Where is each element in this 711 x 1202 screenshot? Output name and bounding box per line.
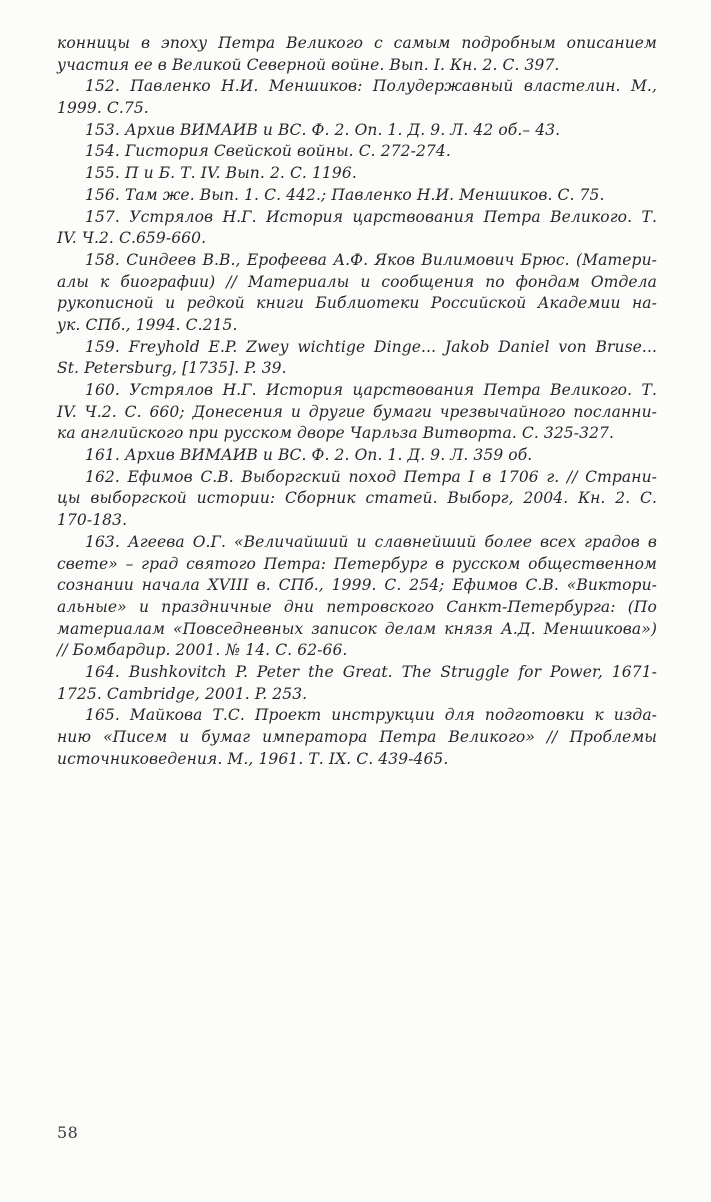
text-line: алы к биографии) // Материалы и сообщения по фондам Отдела xyxy=(57,272,657,291)
reference-entry xyxy=(57,532,657,662)
text-line: 164. Bushkovitch P. Peter the Great. The Struggle for Power, 1671- xyxy=(85,662,657,681)
text-line: 157. Устрялов Н.Г. История царствования Петра Великого. Т. xyxy=(85,207,657,226)
text-line: 154. Гистория Свейской войны. С. 272-274. xyxy=(85,142,451,161)
text-line: рукописной и редкой книги Библиотеки Российской Академии на- xyxy=(57,294,657,313)
text-line: 162. Ефимов С.В. Выборгский поход Петра I в 1706 г. // Страни- xyxy=(85,467,657,486)
text-line: цы выборгской истории: Сборник статей. Выборг, 2004. Кн. 2. С. xyxy=(57,489,657,508)
text-line: 1725. Cambridge, 2001. P. 253. xyxy=(57,684,308,703)
reference-entry xyxy=(57,163,657,185)
text-line: 160. Устрялов Н.Г. История царствования Петра Великого. Т. xyxy=(85,381,657,399)
reference-entry xyxy=(57,250,657,337)
text-line: источниковедения. М., 1961. Т. IX. С. 439-465. xyxy=(57,749,449,768)
text-line: 152. Павленко Н.И. Меншиков: Полудержавный властелин. М., xyxy=(85,77,657,96)
text-line: свете» – град святого Петра: Петербург в русском общественном xyxy=(57,554,657,573)
text-line: 158. Синдеев В.В., Ерофеева А.Ф. Яков Вилимович Брюс. (Матери- xyxy=(85,250,657,269)
text-line: нию «Писем и бумаг императора Петра Великого» // Проблемы xyxy=(57,728,657,746)
text-line: 161. Архив ВИМАИВ и ВС. Ф. 2. Оп. 1. Д. 9. Л. 359 об. xyxy=(85,446,533,465)
text-line: 170-183. xyxy=(57,511,128,530)
text-line: 153. Архив ВИМАИВ и ВС. Ф. 2. Оп. 1. Д. 9. Л. 42 об.– 43. xyxy=(85,120,561,139)
text-line: St. Petersburg, [1735]. P. 39. xyxy=(57,359,287,378)
reference-entry xyxy=(57,185,657,207)
page-number: 58 xyxy=(57,1123,79,1142)
text-line: альные» и праздничные дни петровского Санкт-Петербурга: (По xyxy=(57,597,657,616)
reference-entry xyxy=(57,337,657,380)
text-line: 1999. С.75. xyxy=(57,99,149,118)
reference-entry xyxy=(57,705,657,770)
reference-entry xyxy=(57,467,657,532)
reference-entry xyxy=(57,380,657,445)
text-line: конницы в эпоху Петра Великого с самым подробным описанием xyxy=(57,34,657,52)
text-line: ка английского при русском дворе Чарльза Витворта. С. 325-327. xyxy=(57,424,615,443)
reference-entry xyxy=(57,662,657,705)
text-line: ук. СПб., 1994. С.215. xyxy=(57,315,238,334)
text-line: IV. Ч.2. С.659-660. xyxy=(57,229,207,248)
reference-entry xyxy=(57,76,657,119)
text-line: материалам «Повседневных записок делам князя А.Д. Меншикова») xyxy=(57,619,657,638)
text-line: 155. П и Б. Т. IV. Вып. 2. С. 1196. xyxy=(85,164,357,183)
text-line: 156. Там же. Вып. 1. С. 442.; Павленко Н.И. Меншиков. С. 75. xyxy=(85,185,605,204)
text-line: 165. Майкова Т.С. Проект инструкции для подготовки к изда- xyxy=(85,706,657,725)
text-line: // Бомбардир. 2001. № 14. С. 62-66. xyxy=(57,641,348,660)
text-line: IV. Ч.2. С. 660; Донесения и другие бумаги чрезвычайного посланни- xyxy=(57,402,657,421)
reference-entry xyxy=(57,120,657,142)
text-block xyxy=(57,33,657,770)
text-line: сознании начала XVIII в. СПб., 1999. С. 254; Ефимов С.В. «Виктори- xyxy=(57,576,657,595)
text-line: участия ее в Великой Северной войне. Вып. I. Кн. 2. С. 397. xyxy=(57,55,560,74)
reference-entry xyxy=(57,207,657,250)
reference-entry xyxy=(57,33,657,76)
text-line: 159. Freyhold E.P. Zwey wichtige Dinge... Jakob Daniel von Bruse... xyxy=(85,337,657,356)
text-line: 163. Агеева О.Г. «Величайший и славнейший более всех градов в xyxy=(85,532,657,551)
reference-entry xyxy=(57,141,657,163)
reference-entry xyxy=(57,445,657,467)
